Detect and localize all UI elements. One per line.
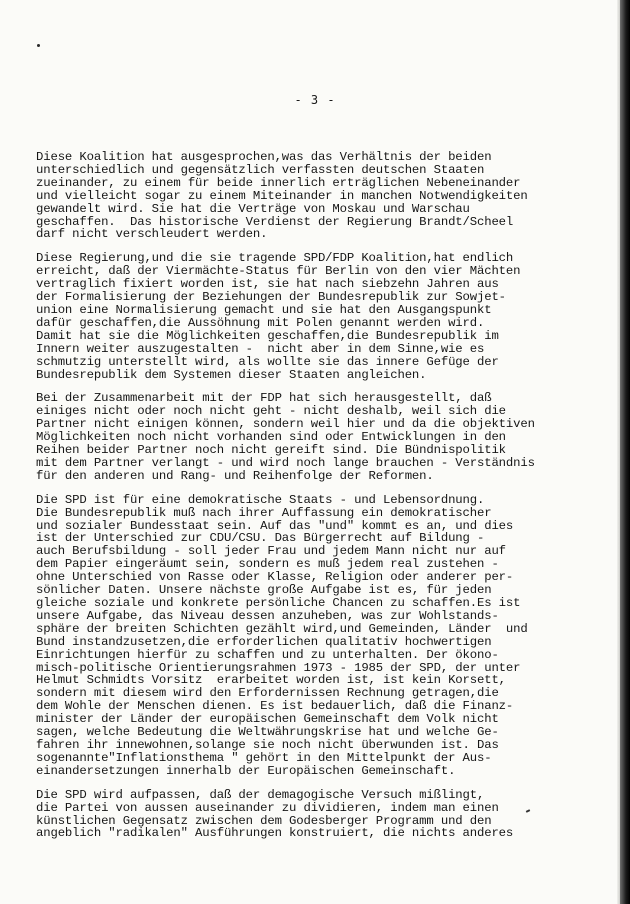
text-line: vertraglich fixiert worden ist, sie hat nach siebzehn Jahren aus (36, 278, 499, 292)
text-line: Innern weiter auszugestalten - nicht aber in dem Sinne,wie es (36, 342, 485, 356)
text-line: darf nicht verschleudert werden. (36, 228, 268, 242)
text-line: auch Berufsbildung - soll jeder Frau und jedem Mann nicht nur auf (36, 545, 506, 559)
text-line: ohne Unterschied von Rasse oder Klasse, Religion oder anderer per- (36, 571, 514, 585)
text-line: Möglichkeiten noch nicht vorhanden sind oder Entwicklungen in den (36, 431, 506, 445)
paragraph (36, 252, 596, 381)
text-line: gleiche soziale und konkrete persönliche Chancen zu schaffen.Es ist (36, 597, 521, 610)
text-line: fahren ihr innewohnen,solange sie noch nicht überwunden ist. Das (36, 738, 499, 752)
text-line: Helmut Schmidts Vorsitz erarbeitet worden ist, ist kein Korsett, (36, 674, 506, 688)
text-line: künstlichen Gegensatz zwischen dem Godesberger Programm und den (36, 814, 492, 828)
body-text (36, 151, 596, 851)
text-line: sogenannte"Inflationsthema " gehört in den Mittelpunkt der Aus- (36, 751, 492, 765)
text-line: Damit hat sie die Möglichkeiten geschaffen,die Bundesrepublik im (36, 329, 499, 343)
text-line: ist der Unterschied zur CDU/CSU. Das Bürgerrecht auf Bildung - (36, 532, 485, 546)
paragraph (36, 151, 596, 241)
paragraph (36, 494, 596, 778)
page-edge (620, 0, 630, 904)
text-line: die Partei von aussen auseinander zu dividieren, indem man einen (36, 801, 499, 815)
text-line: sphäre der breiten Schichten gezählt wird,und Gemeinden, Länder und (36, 622, 528, 636)
text-line: misch-politische Orientierungsrahmen 1973 - 1985 der SPD, der unter (36, 661, 521, 675)
text-line: Die SPD wird aufpassen, daß der demagogische Versuch mißlingt, (36, 788, 485, 802)
text-line: gewandelt wird. Sie hat die Verträge von Moskau und Warschau (36, 202, 470, 216)
text-line: einandersetzungen innerhalb der Europäischen Gemeinschaft. (36, 764, 456, 778)
text-line: Die SPD ist für eine demokratische Staats - und Lebensordnung. (36, 493, 485, 507)
text-line: dafür geschaffen,die Aussöhnung mit Polen genannt werden wird. (36, 316, 485, 330)
text-line: schmutzig unterstellt wird, als wollte sie das innere Gefüge der (36, 355, 499, 369)
text-line: angeblich "radikalen" Ausführungen konstruiert, die nichts anderes (36, 827, 514, 841)
text-line: zueinander, zu einem für beide innerlich erträglichen Nebeneinander (36, 176, 521, 190)
paragraph (36, 789, 596, 841)
text-line: und vielleicht sogar zu einem Miteinander in manchen Notwendigkeiten (36, 189, 528, 203)
text-line: mit dem Partner verlangt - und wird noch lange brauchen - Verständnis (36, 456, 535, 470)
text-line: sondern mit diesem wird den Erfordernissen Rechnung getragen,die (36, 687, 499, 701)
text-line: einiges nicht oder noch nicht geht - nicht deshalb, weil sich die (36, 405, 506, 419)
text-line: sönlicher Daten. Unsere nächste große Aufgabe ist es, für jeden (36, 584, 492, 597)
text-line: minister der Länder der europäischen Gemeinschaft dem Volk nicht (36, 713, 499, 727)
text-line: für den anderen und Rang- und Reihenfolge der Reformen. (36, 469, 434, 483)
text-line: unsere Aufgabe, das Niveau dessen anzuheben, was zur Wohlstands- (36, 609, 499, 623)
page-number: - 3 - (294, 93, 336, 107)
text-line: und sozialer Bundesstaat sein. Auf das "und" kommt es an, und dies (36, 519, 514, 533)
text-line: Reihen beider Partner noch nicht gereift sind. Die Bündnispolitik (36, 444, 506, 457)
text-line: Bundesrepublik dem Systemen dieser Staaten angleichen. (36, 368, 427, 382)
text-line: Diese Koalition hat ausgesprochen,was das Verhältnis der beiden (36, 151, 492, 164)
text-line: Bei der Zusammenarbeit mit der FDP hat sich herausgestellt, daß (36, 392, 492, 406)
text-line: Die Bundesrepublik muß nach ihrer Auffassung ein demokratischer (36, 506, 492, 520)
text-line: sagen, welche Bedeutung die Weltwährungskrise hat und welche Ge- (36, 726, 499, 739)
paragraph (36, 392, 596, 482)
text-line: geschaffen. Das historische Verdienst der Regierung Brandt/Scheel (36, 215, 514, 229)
text-line: Einrichtungen hierfür zu schaffen und zu unterhalten. Der ökono- (36, 648, 499, 662)
text-line: unterschiedlich und gegensätzlich verfassten deutschen Staaten (36, 163, 485, 177)
text-line: Bund instandzusetzen,die erforderlichen qualitativ hochwertigen (36, 635, 492, 649)
text-line: dem Wohle der Menschen dienen. Es ist bedauerlich, daß die Finanz- (36, 700, 514, 714)
text-line: dem Papier eingeräumt sein, sondern es muß jedem real zustehen - (36, 558, 499, 572)
text-line: erreicht, daß der Viermächte-Status für Berlin von den vier Mächten (36, 265, 521, 279)
text-line: Diese Regierung,und die sie tragende SPD/FDP Koalition,hat endlich (36, 252, 514, 266)
margin-mark (37, 44, 40, 47)
text-line: union eine Normalisierung gemacht und sie hat den Ausgangspunkt (36, 303, 492, 317)
text-line: der Formalisierung der Beziehungen der Bundesrepublik zur Sowjet- (36, 291, 506, 304)
text-line: Partner nicht einigen können, sondern weil hier und da die objektiven (36, 418, 535, 432)
